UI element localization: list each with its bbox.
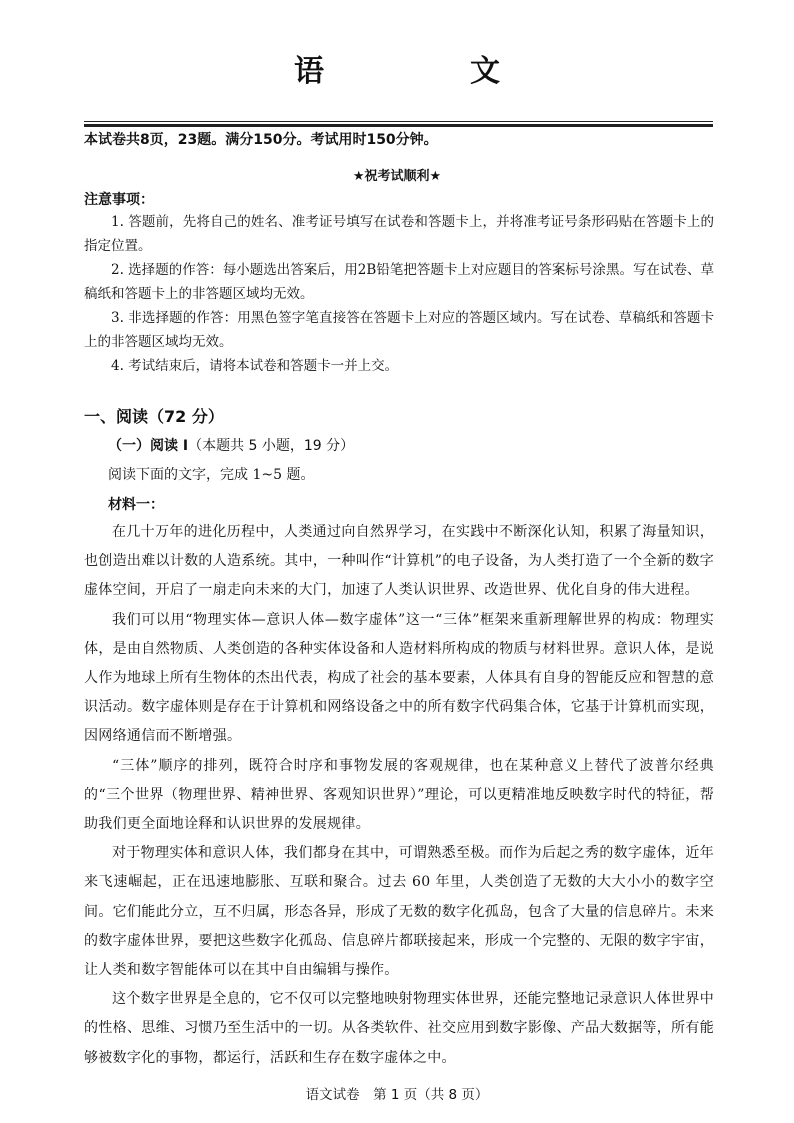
reading-passage	[84, 518, 714, 1073]
notice-title: 注意事项：	[84, 192, 154, 208]
header-rule-thick	[84, 124, 713, 127]
material-label: 材料一：	[108, 497, 164, 513]
passage-paragraph: “三体”顺序的排列，既符合时序和事物发展的客观规律，也在某种意义上替代了波普尔经典的“三个世界（物理世界、精神世界、客观知识世界）”理论，可以更精准地反映数字时代的特征，帮助我们更全面地诠释和认识世界的发展规律。	[84, 757, 714, 833]
reading-instruction: 阅读下面的文字，完成 1~5 题。	[108, 467, 315, 483]
header-rule-thin	[84, 121, 713, 122]
notice-item: 1. 答题前，先将自己的姓名、准考证号填写在试卷和答题卡上，并将准考证号条形码贴在答题卡上的指定位置。	[84, 214, 714, 254]
notice-item: 3. 非选择题的作答：用黑色签字笔直接答在答题卡上对应的答题区域内。写在试卷、草稿纸和答题卡上的非答题区域均无效。	[84, 310, 714, 350]
exam-intro: 本试卷共8页，23题。满分150分。考试用时150分钟。	[84, 132, 438, 148]
notice-list	[84, 210, 714, 378]
passage-paragraph: 我们可以用“物理实体—意识人体—数字虚体”这一“三体”框架来重新理解世界的构成：物理实体，是由自然物质、人类创造的各种实体设备和人造材料所构成的物质与材料世界。意识人体，是说人作为地球上所有生物体的杰出代表，构成了社会的基本要素，人体具有自身的智能反应和智慧的意识活动。数字虚体则是存在于计算机和网络设备之中的所有数字代码集合体，它基于计算机而实现，因网络通信而不断增强。	[84, 611, 714, 745]
subsection-label: （一）阅读 I	[108, 438, 189, 454]
page-title: 语 文	[294, 54, 558, 89]
section-title: 一、阅读（72 分）	[84, 407, 224, 426]
subsection-detail: （本题共 5 小题，19 分）	[188, 438, 355, 454]
passage-paragraph: 在几十万年的进化历程中，人类通过向自然界学习，在实践中不断深化认知，积累了海量知识，也创造出难以计数的人造系统。其中，一种叫作“计算机”的电子设备，为人类打造了一个全新的数字虚体空间，开启了一扇走向未来的大门，加速了人类认识世界、改造世界、优化自身的伟大进程。	[84, 524, 714, 599]
notice-item: 4. 考试结束后，请将本试卷和答题卡一并上交。	[111, 358, 399, 374]
notice-item: 2. 选择题的作答：每小题选出答案后，用2B铅笔把答题卡上对应题目的答案标号涂黑。写在试卷、草稿纸和答题卡上的非答题区域均无效。	[84, 262, 714, 302]
passage-paragraph: 这个数字世界是全息的，它不仅可以完整地映射物理实体世界，还能完整地记录意识人体世界中的性格、思维、习惯乃至生活中的一切。从各类软件、社交应用到数字影像、产品大数据等，所有能够被数字化的事物，都运行，活跃和生存在数字虚体之中。	[84, 991, 714, 1066]
good-luck-banner: ★祝考试顺利★	[352, 169, 442, 184]
subsection-title	[108, 435, 354, 455]
page-footer: 语文试卷 第 1 页（共 8 页）	[305, 1087, 489, 1103]
passage-paragraph: 对于物理实体和意识人体，我们都身在其中，可谓熟悉至极。而作为后起之秀的数字虚体，近年来飞速崛起，正在迅速地膨胀、互联和聚合。过去 60 年里，人类创造了无数的大大小小的数字空间。它们能此分立，互不归属，形态各异，形成了无数的数字化孤岛，包含了大量的信息碎片。未来的数字虚体世界，要把这些数字化孤岛、信息碎片都联接起来，形成一个完整的、无限的数字宇宙，让人类和数字智能体可以在其中自由编辑与操作。	[84, 845, 714, 979]
